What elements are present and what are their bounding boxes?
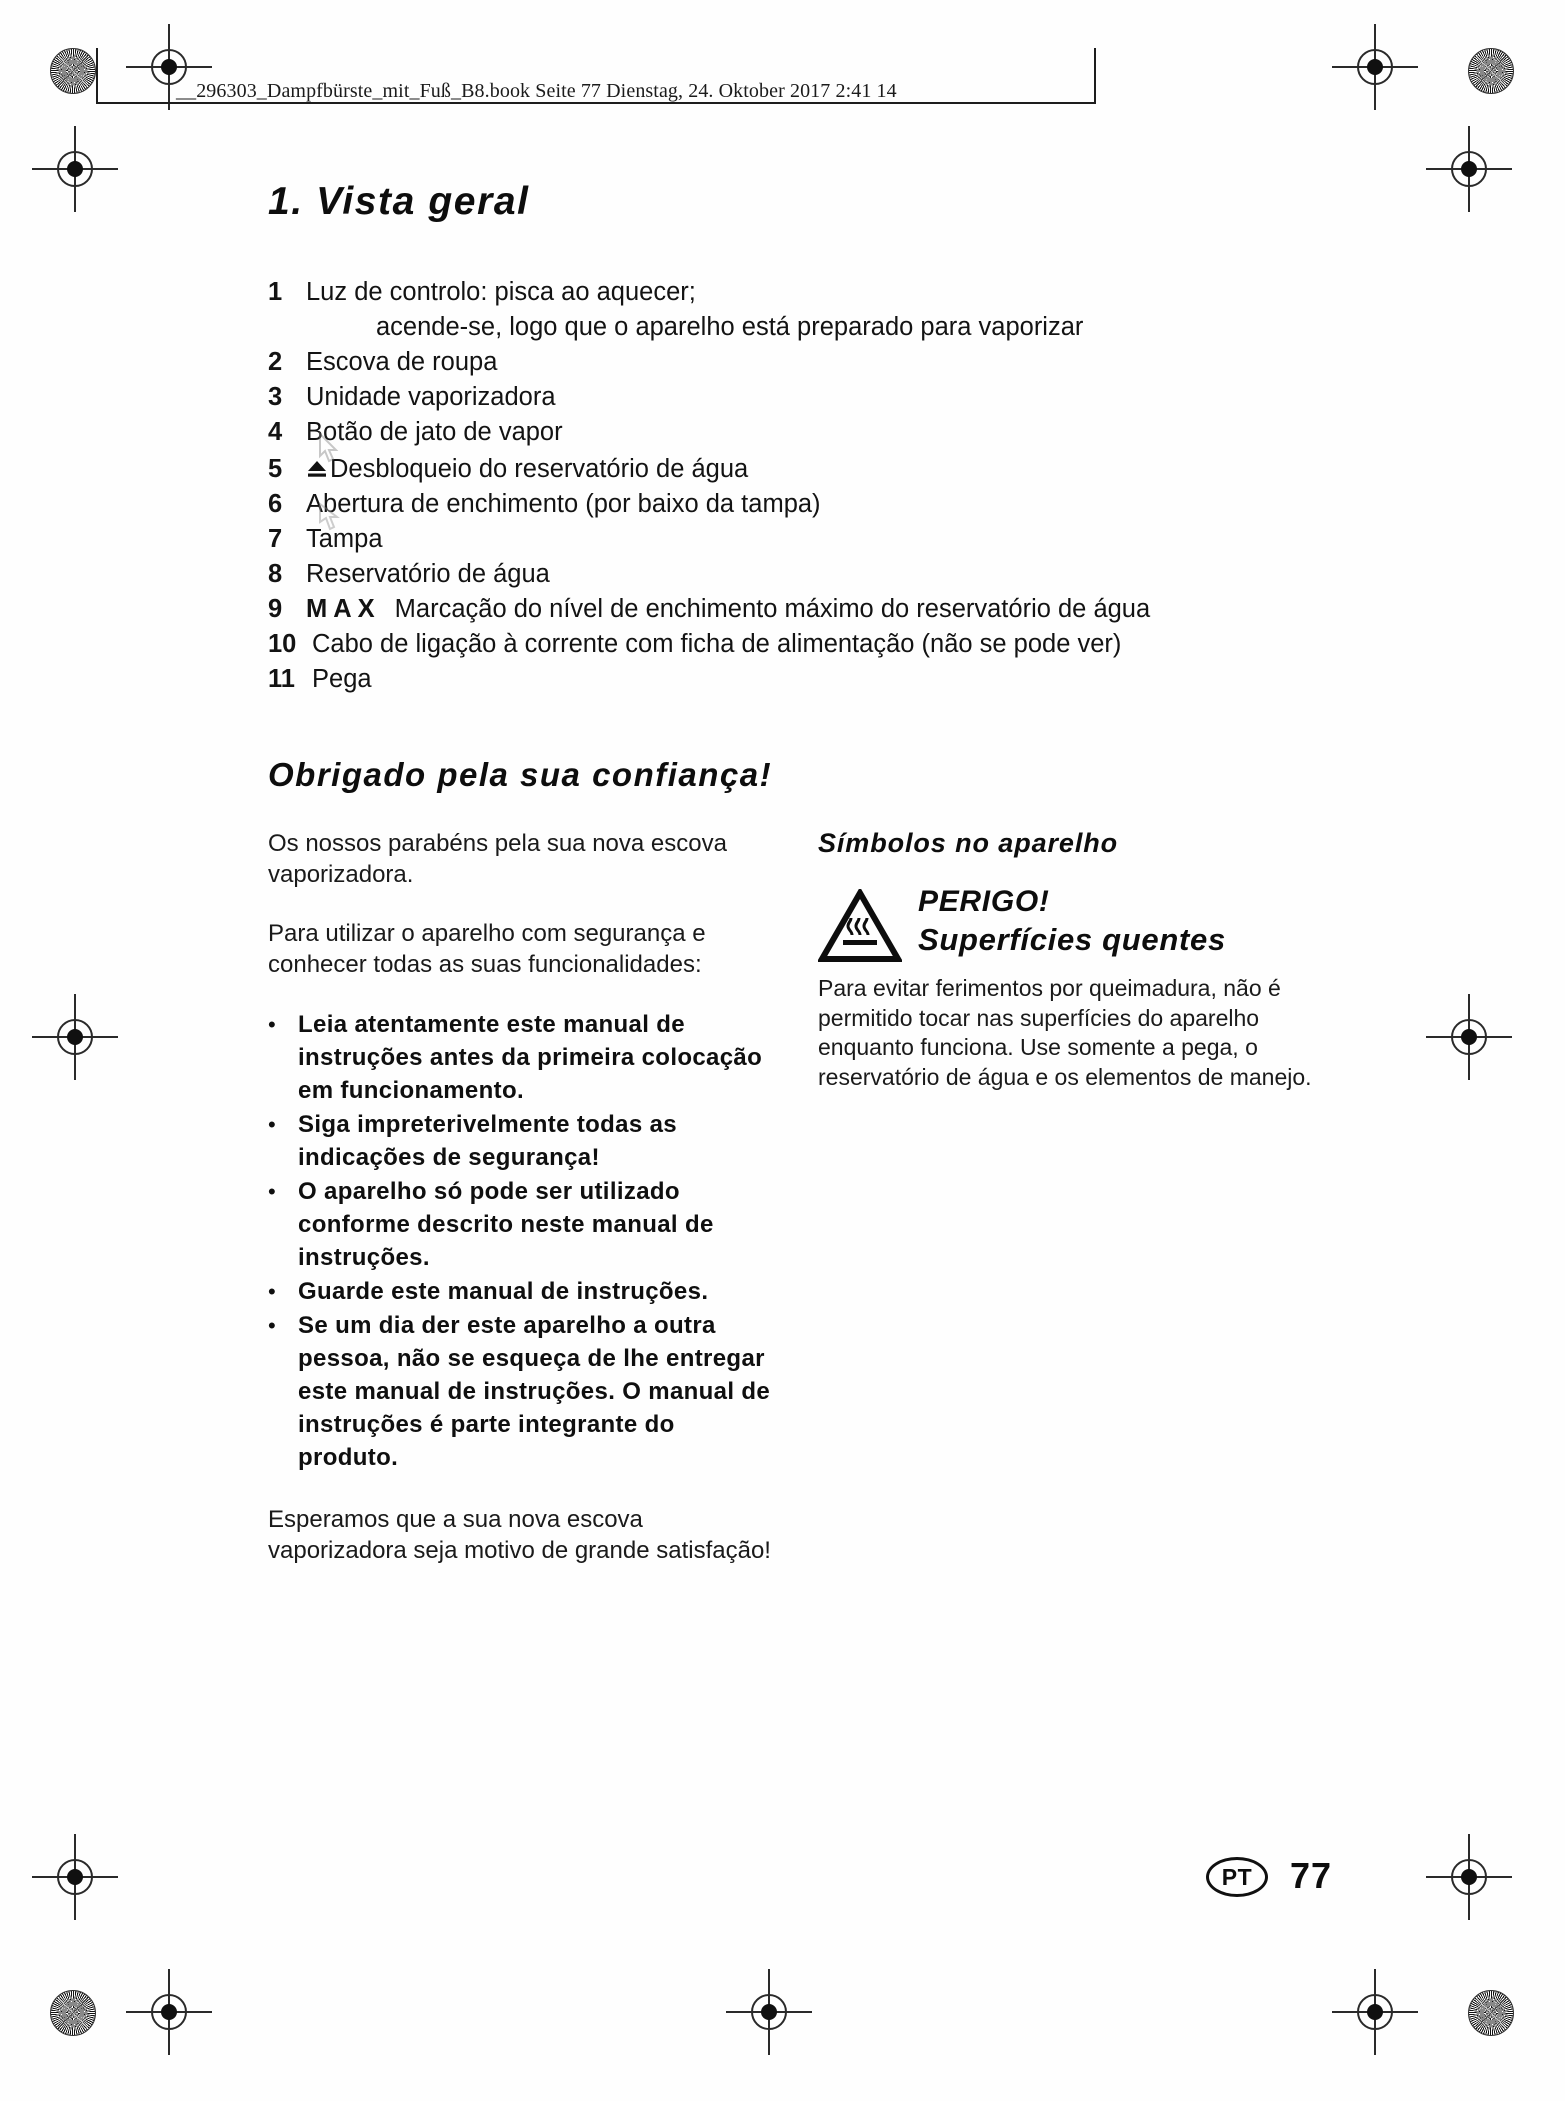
item-number: 1 bbox=[268, 278, 283, 306]
bullet-icon: • bbox=[268, 1112, 277, 1137]
hot-surface-warning-icon bbox=[818, 889, 902, 968]
list-item bbox=[268, 416, 1298, 449]
registration-mark-bottom-right-lower bbox=[1348, 1985, 1402, 2039]
item-label: Unidade vaporizadora bbox=[306, 383, 556, 411]
bullet-label: Guarde este manual de instruções. bbox=[298, 1278, 709, 1305]
bullet-label: O aparelho só pode ser utilizado conforme descrito neste manual de instruções. bbox=[298, 1178, 714, 1271]
header-filename-text: __296303_Dampfbürste_mit_Fuß_B8.book Seite 77 Dienstag, 24. Oktober 2017 2:41 14 bbox=[176, 80, 897, 102]
danger-line-2: Superfícies quentes bbox=[918, 922, 1226, 957]
overview-numbered-list bbox=[268, 276, 1298, 696]
instruction-bullet-list bbox=[268, 1008, 780, 1474]
item-label: Abertura de enchimento (por baixo da tampa) bbox=[306, 490, 821, 518]
list-item bbox=[268, 558, 1298, 591]
item-label: Escova de roupa bbox=[306, 348, 498, 376]
thanks-heading: Obrigado pela sua confiança! bbox=[268, 756, 773, 793]
list-item bbox=[268, 453, 1298, 486]
list-item-continuation: acende-se, logo que o aparelho está preparado para vaporizar bbox=[376, 313, 1084, 341]
item-number: 3 bbox=[268, 383, 283, 411]
item-number: 9 bbox=[268, 595, 283, 623]
max-marking-label: MAX bbox=[306, 595, 381, 623]
item-number: 4 bbox=[268, 418, 283, 446]
list-item bbox=[268, 1108, 780, 1174]
item-number: 11 bbox=[268, 665, 295, 693]
left-column bbox=[268, 828, 780, 1566]
two-column-body bbox=[268, 828, 1312, 1566]
page-title: 1. Vista geral bbox=[268, 180, 530, 223]
registration-mark-bottom-right bbox=[1442, 1850, 1496, 1904]
item-number: 6 bbox=[268, 490, 283, 518]
list-item bbox=[268, 1275, 780, 1308]
page-number: 77 bbox=[1290, 1855, 1333, 1896]
registration-mark-mid-left-center bbox=[48, 1010, 102, 1064]
halftone-circle-top-left bbox=[50, 48, 96, 94]
halftone-circle-bottom-right bbox=[1468, 1990, 1514, 2036]
item-label: Reservatório de água bbox=[306, 560, 550, 588]
language-badge: PT bbox=[1206, 1857, 1268, 1897]
bullet-icon: • bbox=[268, 1313, 277, 1338]
item-number: 8 bbox=[268, 560, 283, 588]
registration-mark-bottom-left bbox=[48, 1850, 102, 1904]
registration-mark-mid-right-upper bbox=[1442, 142, 1496, 196]
registration-mark-bottom-center bbox=[742, 1985, 796, 2039]
danger-text bbox=[918, 883, 1226, 960]
bullet-icon: • bbox=[268, 1012, 277, 1037]
item-label: Marcação do nível de enchimento máximo do reservatório de água bbox=[394, 595, 1151, 623]
page-content bbox=[268, 180, 1312, 1566]
list-item bbox=[268, 276, 1298, 309]
header-rule-left bbox=[96, 48, 98, 102]
intro-paragraph: Os nossos parabéns pela sua nova escova vaporizadora. bbox=[268, 830, 727, 888]
registration-mark-bottom-left-lower bbox=[142, 1985, 196, 2039]
closing-paragraph: Esperamos que a sua nova escova vaporizadora seja motivo de grande satisfação! bbox=[268, 1506, 771, 1564]
symbols-heading: Símbolos no aparelho bbox=[818, 828, 1119, 858]
item-number: 5 bbox=[268, 455, 283, 483]
list-item bbox=[268, 663, 1298, 696]
halftone-circle-top-right bbox=[1468, 48, 1514, 94]
list-item bbox=[268, 523, 1298, 556]
bullet-label: Leia atentamente este manual de instruções antes da primeira colocação em funcionamento. bbox=[298, 1011, 763, 1104]
item-label: Cabo de ligação à corrente com ficha de alimentação (não se pode ver) bbox=[312, 630, 1122, 658]
list-item bbox=[268, 628, 1298, 661]
bullet-label: Siga impreterivelmente todas as indicações de segurança! bbox=[298, 1111, 677, 1171]
right-column bbox=[818, 828, 1358, 1092]
item-label: Botão de jato de vapor bbox=[306, 418, 563, 446]
header-rule-right bbox=[1094, 48, 1096, 102]
item-number: 2 bbox=[268, 348, 283, 376]
item-number: 10 bbox=[268, 630, 297, 658]
danger-line-1: PERIGO! bbox=[918, 885, 1050, 918]
list-item bbox=[268, 1175, 780, 1274]
danger-notice bbox=[818, 883, 1358, 968]
list-item bbox=[268, 346, 1298, 379]
item-label: Pega bbox=[312, 665, 372, 693]
item-label: Tampa bbox=[306, 525, 383, 553]
list-item bbox=[268, 593, 1298, 626]
item-label: Luz de controlo: pisca ao aquecer; bbox=[306, 278, 696, 306]
bullet-label: Se um dia der este aparelho a outra pessoa, não se esqueça de lhe entregar este manual de instruções. O manual de instruções é parte integrante do produto. bbox=[298, 1312, 771, 1471]
halftone-circle-bottom-left bbox=[50, 1990, 96, 2036]
list-item bbox=[268, 1309, 780, 1474]
item-label: Desbloqueio do reservatório de água bbox=[330, 455, 749, 483]
bullet-icon: • bbox=[268, 1179, 277, 1204]
list-item bbox=[268, 1008, 780, 1107]
registration-mark-mid-right-center bbox=[1442, 1010, 1496, 1064]
list-item bbox=[268, 488, 1298, 521]
lead-paragraph: Para utilizar o aparelho com segurança e conhecer todas as suas funcionalidades: bbox=[268, 920, 706, 978]
registration-mark-mid-left-upper bbox=[48, 142, 102, 196]
item-number: 7 bbox=[268, 525, 283, 553]
bullet-icon: • bbox=[268, 1279, 277, 1304]
symbols-body-paragraph: Para evitar ferimentos por queimadura, não é permitido tocar nas superfícies do aparelho enquanto funciona. Use somente a pega, o reservatório de água e os elementos de manejo. bbox=[818, 975, 1312, 1090]
list-item bbox=[268, 381, 1298, 414]
registration-mark-top-right bbox=[1348, 40, 1402, 94]
eject-icon bbox=[306, 453, 328, 486]
